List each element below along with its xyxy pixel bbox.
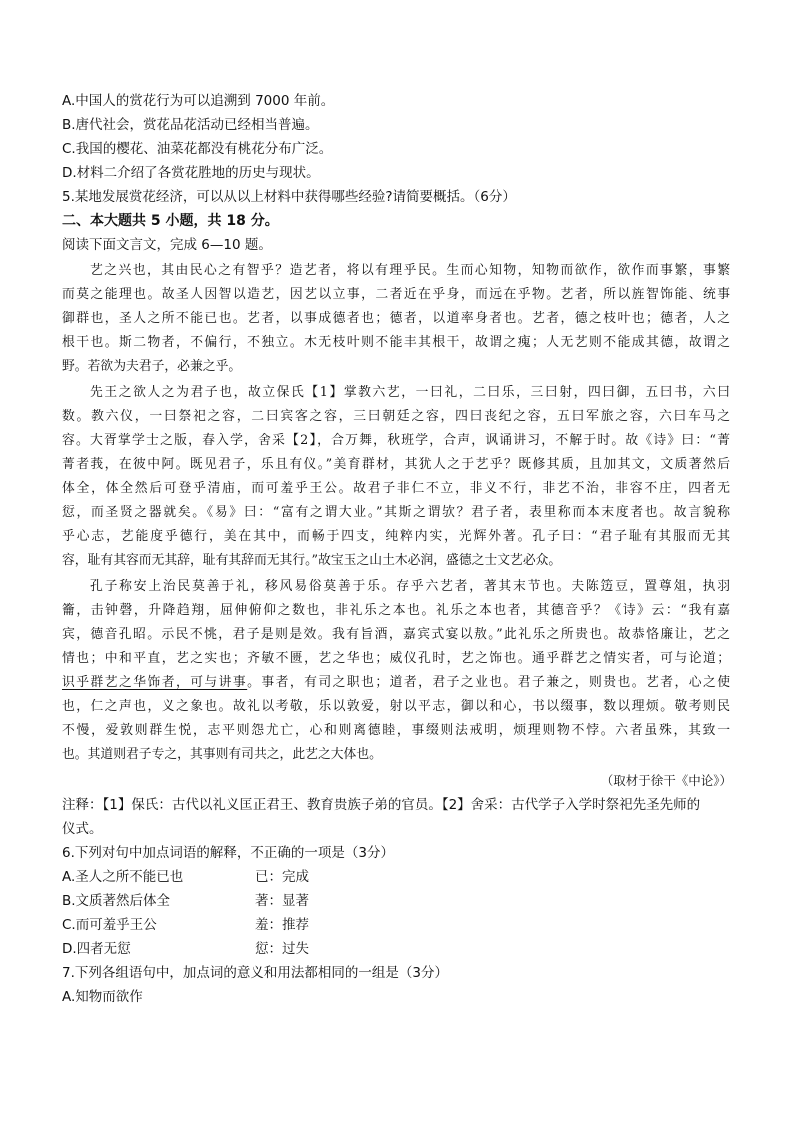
underlined-sentence: 识乎群艺之华饰者，可与讲事 (62, 675, 248, 690)
passage-p1-line: 而莫之能理也。故圣人因智以造艺，因艺以立事，二者近在乎身，而远在乎物。艺者，所以旌智饰能、统事 (62, 287, 730, 302)
q7-option-a: A.知物而欲作 (62, 989, 143, 1005)
passage-p2-line: 菁者莪，在彼中阿。既见君子，乐且有仪。”美育群材，其犹人之于艺乎？既修其质，且加其文，文质著然后 (62, 457, 730, 472)
passage-p3-line: 也，仁之声也，义之象也。故礼以考敬，乐以敦爱，射以平志，御以和心，书以缀事，数以理烦。敬考则民 (62, 699, 730, 714)
passage-p2-line: 先王之欲人之为君子也，故立保氏【1】掌教六艺，一曰礼，二曰乐，三曰射，四曰御，五曰书，六曰 (90, 385, 730, 400)
notes-line-1: 注释：【1】保氏：古代以礼义匡正君王、教育贵族子弟的官员。【2】舍采：古代学子入学时祭祀先圣先师的 (62, 797, 701, 813)
passage-p1-line: 野。若欲为夫君子，必兼之乎。 (62, 359, 242, 374)
q6-option-d-sentence: D.四者无愆 (62, 941, 131, 957)
q6-option-c-gloss: 羞：推荐 (255, 917, 309, 933)
question-7: 7.下列各组语句中，加点词的意义和用法都相同的一组是（3分） (62, 965, 448, 981)
section-2-intro: 阅读下面文言文，完成 6—10 题。 (62, 237, 272, 253)
q6-option-a-gloss: 已：完成 (255, 869, 309, 885)
passage-p1-line: 艺之兴也，其由民心之有智乎？造艺者，将以有理乎民。生而心知物，知物而欲作，欲作而事繁，事繁 (90, 263, 730, 278)
passage-p3-line: 籥，击钟磬，升降趋翔，屈伸俯仰之数也，非礼乐之本也。礼乐之本也者，其德音乎？《诗》云：“我有嘉 (62, 603, 730, 618)
passage-p3-line: 孔子称安上治民莫善于礼，移风易俗莫善于乐。存乎六艺者，著其末节也。夫陈笾豆，置尊俎，执羽 (90, 579, 730, 594)
passage-p2-line: 乎心志，艺能度乎德行，美在其中，而畅于四支，纯粹内实，光辉外著。孔子曰：“君子耻有其服而无其 (62, 529, 730, 544)
q4-option-b: B.唐代社会，赏花品花活动已经相当普遍。 (62, 117, 319, 133)
passage-p2-line: 容，耻有其容而无其辞，耻有其辞而无其行。”故宝玉之山土木必润，盛德之士文艺必众。 (62, 553, 562, 568)
passage-source: （取材于徐干《中论》） (600, 773, 732, 788)
q6-option-b-gloss: 著：显著 (255, 893, 309, 909)
q4-option-a: A.中国人的赏花行为可以追溯到 7000 年前。 (62, 93, 335, 109)
passage-p3-line: 宾，德音孔昭。示民不恌，君子是则是效。我有旨酒，嘉宾式宴以敖。”此礼乐之所贵也。故恭恪廉让，艺之 (62, 627, 730, 642)
question-6: 6.下列对句中加点词语的解释，不正确的一项是（3分） (62, 845, 394, 861)
question-5: 5.某地发展赏花经济，可以从以上材料中获得哪些经验?请简要概括。（6分） (62, 189, 516, 205)
passage-p3-line: 也。其道则君子专之，其事则有司共之，此艺之大体也。 (62, 747, 382, 762)
q4-option-d: D.材料二介绍了各赏花胜地的历史与现状。 (62, 165, 320, 181)
notes-line-2: 仪式。 (62, 821, 103, 837)
passage-p1-line: 根干也。斯二物者，不偏行，不独立。木无枝叶则不能丰其根干，故谓之瘣；人无艺则不能成其德，故谓之 (62, 335, 730, 350)
passage-p2-line: 体全，体全然后可登乎清庙，而可羞乎王公。故君子非仁不立，非义不行，非艺不治，非容不庄，四者无 (62, 481, 730, 496)
q6-option-d-gloss: 愆：过失 (255, 941, 309, 957)
q4-option-c: C.我国的樱花、油菜花都没有桃花分布广泛。 (62, 141, 333, 157)
passage-p3-line-rest: 。事者，有司之职也；道者，君子之业也。君子兼之，则贵也。艺者，心之使 (247, 675, 731, 690)
q6-option-c-sentence: C.而可羞乎王公 (62, 917, 157, 933)
q6-option-b-sentence: B.文质著然后体全 (62, 893, 171, 909)
passage-p1-line: 御群也，圣人之所不能已也。艺者，以事成德者也；德者，以道率身者也。艺者，德之枝叶也；德者，人之 (62, 311, 730, 326)
q6-option-a-sentence: A.圣人之所不能已也 (62, 869, 184, 885)
passage-p2-line: 数。教六仪，一曰祭祀之容，二曰宾客之容，三曰朝廷之容，四曰丧纪之容，五曰军旅之容，六曰车马之 (62, 409, 730, 424)
passage-p2-line: 愆，而圣贤之器就矣。《易》曰：“富有之谓大业。”其斯之谓欤？君子者，表里称而本末度者也。故言貌称 (62, 505, 730, 520)
passage-p2-line: 容。大胥掌学士之版，春入学，舍采【2】，合万舞，秋班学，合声，讽诵讲习，不解于时。故《诗》曰：“菁 (62, 433, 730, 448)
passage-p3-line: 情也；中和平直，艺之实也；齐敏不匮，艺之华也；威仪孔时，艺之饰也。通乎群艺之情实者，可与论道； (62, 651, 730, 666)
passage-p3-line-underlined (62, 674, 730, 692)
section-2-title: 二、本大题共 5 小题，共 18 分。 (62, 213, 279, 229)
passage-p3-line: 不慢，爱敦则群生悦，志平则怨尤亡，心和则离德睦，事缀则法戒明，烦理则物不悖。六者虽殊，其致一 (62, 723, 730, 738)
